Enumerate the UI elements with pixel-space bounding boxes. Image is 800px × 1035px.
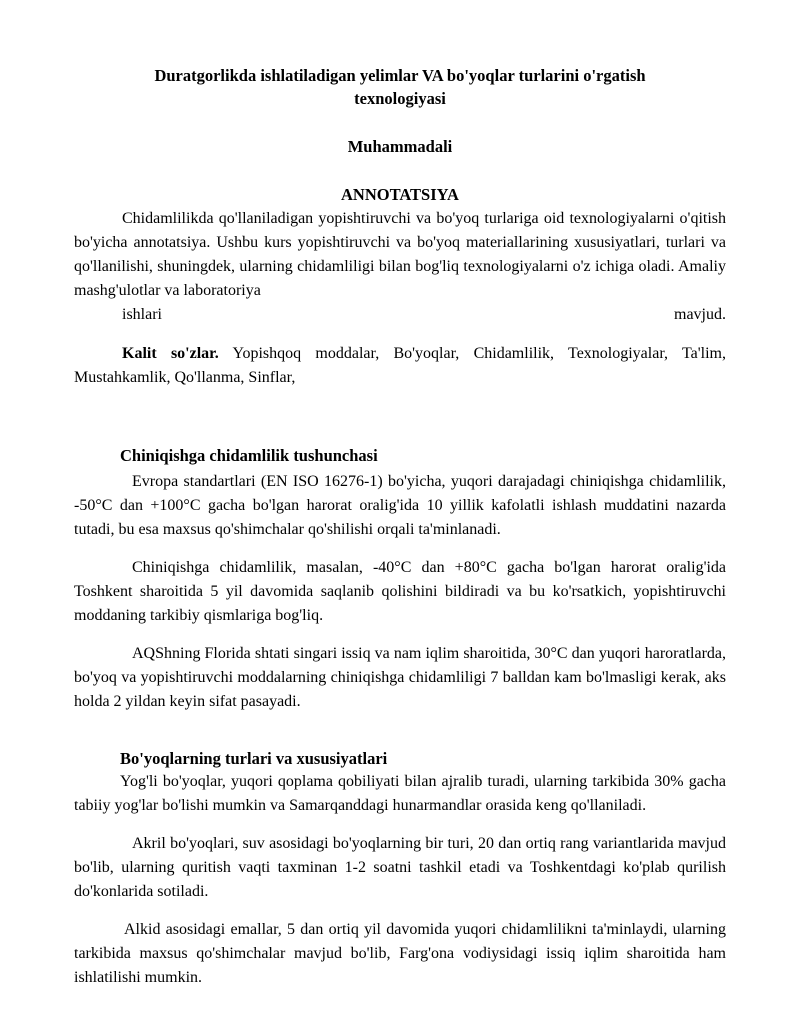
annotation-paragraph bbox=[74, 207, 726, 327]
annotation-body: Chidamlilikda qo'llaniladigan yopishtiruvchi va bo'yoq turlariga oid texnologiyalarni o'qitish bo'yicha annotatsiya. Ushbu kurs yopishtiruvchi va bo'yoq materiallarining xususiyatlari, turlari va qo'llanilishi, shuningdek, ularning chidamliligi bilan bog'liq texnologiyalarni o'z ichiga oladi. Amaliy mashg'ulotlar va laboratoriya bbox=[74, 210, 726, 299]
author-name: Muhammadali bbox=[347, 137, 453, 156]
section-heading-boyoqlar: Bo'yoqlarning turlari va xususiyatlari bbox=[120, 749, 388, 768]
section2-paragraph-1: Yog'li bo'yoqlar, yuqori qoplama qobiliyati bilan ajralib turadi, ularning tarkibida 30% gacha tabiiy yog'lar bo'lishi mumkin va Samarqanddagi hunarmandlar orasida keng qo'llaniladi. bbox=[74, 773, 726, 814]
keywords-label: Kalit so'zlar. bbox=[122, 345, 219, 362]
section1-paragraph-2: Chiniqishga chidamlilik, masalan, -40°C dan +80°C gacha bo'lgan harorat oralig'ida Toshkent sharoitida 5 yil davomida saqlanib qolishini bildiradi va bu ko'rsatkich, yopishtiruvchi moddaning tarkibiy qismlariga bog'liq. bbox=[74, 559, 726, 624]
section1-paragraph-3: AQShning Florida shtati singari issiq va nam iqlim sharoitida, 30°C dan yuqori haroratlarda, bo'yoq va yopishtiruvchi moddalarning chiniqishga chidamliligi 7 balldan kam bo'lmasligi kerak, aks holda 2 yildan keyin sifat pasayadi. bbox=[74, 645, 726, 710]
section2-paragraph-2: Akril bo'yoqlari, suv asosidagi bo'yoqlarning bir turi, 20 dan ortiq rang variantlarida mavjud bo'lib, ularning quritish vaqti taxminan 1-2 soatni tashkil etadi va Toshkentdagi ko'plab qurilish do'konlarida sotiladi. bbox=[74, 835, 726, 900]
section1-paragraph-1: Evropa standartlari (EN ISO 16276-1) bo'yicha, yuqori darajadagi chiniqishga chidamlilik, -50°C dan +100°C gacha bo'lgan harorat oralig'ida 10 yillik kafolatli ishlash muddatini nazarda tutadi, bu esa maxsus qo'shimchalar qo'shilishi orqali ta'minlanadi. bbox=[74, 473, 726, 538]
annotation-last-word-left: ishlari bbox=[122, 306, 162, 323]
section2-paragraph-3: Alkid asosidagi emallar, 5 dan ortiq yil davomida yuqori chidamlilikni ta'minlaydi, ularning tarkibida maxsus qo'shimchalar mavjud bo'lib, Farg'ona vodiysidagi issiq iqlim sharoitida ham ishlatilishi mumkin. bbox=[74, 921, 726, 986]
document-content bbox=[74, 64, 726, 990]
keywords-text: Yopishqoq moddalar, Bo'yoqlar, Chidamlilik, Texnologiyalar, Ta'lim, Mustahkamlik, Qo'llanma, Sinflar, bbox=[74, 345, 726, 386]
keywords-paragraph bbox=[74, 342, 726, 390]
annotation-heading: ANNOTATSIYA bbox=[341, 185, 459, 204]
annotation-last-word-right: mavjud. bbox=[674, 306, 726, 323]
annotation-last-line bbox=[74, 303, 726, 327]
section-heading-chiniqish: Chiniqishga chidamlilik tushunchasi bbox=[120, 446, 378, 465]
document-title: Duratgorlikda ishlatiladigan yelimlar VA bo'yoqlar turlarini o'rgatish texnologiyasi bbox=[154, 66, 646, 108]
